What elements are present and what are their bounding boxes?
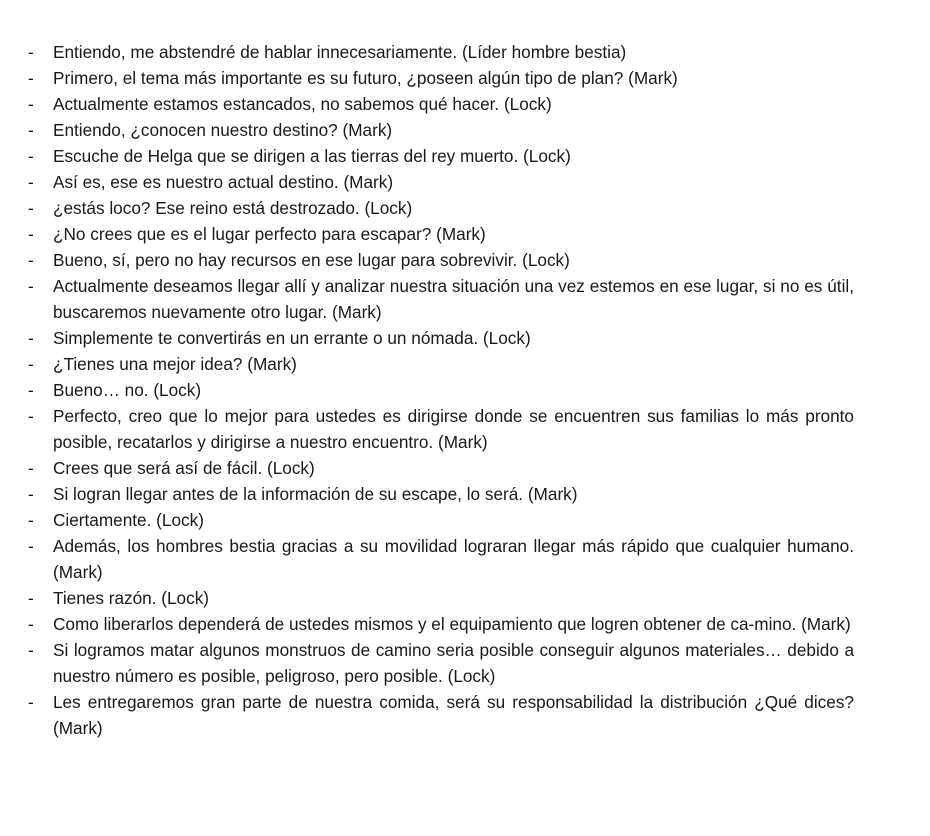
dialogue-line bbox=[28, 637, 854, 689]
dialogue-line bbox=[28, 481, 854, 507]
bullet-dash: - bbox=[28, 224, 34, 244]
line-text: Además, los hombres bestia gracias a su movilidad lograran llegar más rápido que cualquier humano. (Mark) bbox=[53, 536, 854, 582]
line-text: Les entregaremos gran parte de nuestra comida, será su responsabilidad la distribución ¿Qué dices? (Mark) bbox=[53, 692, 854, 738]
line-text: ¿estás loco? Ese reino está destrozado. (Lock) bbox=[53, 198, 413, 218]
dialogue-line bbox=[28, 91, 854, 117]
bullet-dash: - bbox=[28, 146, 34, 166]
line-text: Primero, el tema más importante es su futuro, ¿poseen algún tipo de plan? (Mark) bbox=[53, 68, 678, 88]
bullet-dash: - bbox=[28, 68, 34, 88]
line-text: Crees que será así de fácil. (Lock) bbox=[53, 458, 315, 478]
dialogue-line bbox=[28, 377, 854, 403]
dialogue-line bbox=[28, 117, 854, 143]
bullet-dash: - bbox=[28, 406, 34, 426]
line-text: Tienes razón. (Lock) bbox=[53, 588, 210, 608]
line-text: Simplemente te convertirás en un errante o un nómada. (Lock) bbox=[53, 328, 531, 348]
line-text: ¿No crees que es el lugar perfecto para escapar? (Mark) bbox=[53, 224, 486, 244]
dialogue-line bbox=[28, 533, 854, 585]
dialogue-line bbox=[28, 247, 854, 273]
dialogue-line bbox=[28, 143, 854, 169]
bullet-dash: - bbox=[28, 276, 34, 296]
bullet-dash: - bbox=[28, 42, 34, 62]
bullet-dash: - bbox=[28, 120, 34, 140]
dialogue-line bbox=[28, 195, 854, 221]
line-text: Actualmente estamos estancados, no sabemos qué hacer. (Lock) bbox=[53, 94, 552, 114]
line-text: Como liberarlos dependerá de ustedes mismos y el equipamiento que logren obtener de ca-mino. (Mark) bbox=[53, 614, 851, 634]
bullet-dash: - bbox=[28, 614, 34, 634]
line-text: Actualmente deseamos llegar allí y analizar nuestra situación una vez estemos en ese lugar, si no es útil, buscaremos nuevamente otro lugar. (Mark) bbox=[53, 276, 854, 322]
dialogue-line bbox=[28, 65, 854, 91]
line-text: Ciertamente. (Lock) bbox=[53, 510, 204, 530]
dialogue-line bbox=[28, 273, 854, 325]
bullet-dash: - bbox=[28, 172, 34, 192]
bullet-dash: - bbox=[28, 510, 34, 530]
dialogue-line bbox=[28, 39, 854, 65]
dialogue-line bbox=[28, 169, 854, 195]
line-text: Escuche de Helga que se dirigen a las tierras del rey muerto. (Lock) bbox=[53, 146, 571, 166]
line-text: Bueno… no. (Lock) bbox=[53, 380, 202, 400]
dialogue-line bbox=[28, 221, 854, 247]
bullet-dash: - bbox=[28, 640, 34, 660]
bullet-dash: - bbox=[28, 692, 34, 712]
line-text: ¿Tienes una mejor idea? (Mark) bbox=[53, 354, 297, 374]
dialogue-line bbox=[28, 403, 854, 455]
line-text: Así es, ese es nuestro actual destino. (Mark) bbox=[53, 172, 394, 192]
bullet-dash: - bbox=[28, 536, 34, 556]
bullet-dash: - bbox=[28, 588, 34, 608]
dialogue-line bbox=[28, 455, 854, 481]
line-text: Bueno, sí, pero no hay recursos en ese lugar para sobrevivir. (Lock) bbox=[53, 250, 570, 270]
bullet-dash: - bbox=[28, 458, 34, 478]
line-text: Si logran llegar antes de la información de su escape, lo será. (Mark) bbox=[53, 484, 578, 504]
dialogue-line bbox=[28, 507, 854, 533]
dialogue-line bbox=[28, 351, 854, 377]
bullet-dash: - bbox=[28, 354, 34, 374]
dialogue-line bbox=[28, 585, 854, 611]
dialogue-line bbox=[28, 689, 854, 741]
dialogue-list bbox=[28, 39, 854, 741]
bullet-dash: - bbox=[28, 380, 34, 400]
bullet-dash: - bbox=[28, 328, 34, 348]
bullet-dash: - bbox=[28, 198, 34, 218]
line-text: Si logramos matar algunos monstruos de camino seria posible conseguir algunos materiales… debido a nuestro número es posible, peligroso, pero posible. (Lock) bbox=[53, 640, 854, 686]
line-text: Entiendo, ¿conocen nuestro destino? (Mark) bbox=[53, 120, 393, 140]
dialogue-line bbox=[28, 611, 854, 637]
bullet-dash: - bbox=[28, 94, 34, 114]
line-text: Perfecto, creo que lo mejor para ustedes es dirigirse donde se encuentren sus familias lo más pronto posible, recatarlos y dirigirse a nuestro encuentro. (Mark) bbox=[53, 406, 854, 452]
line-text: Entiendo, me abstendré de hablar innecesariamente. (Líder hombre bestia) bbox=[53, 42, 627, 62]
dialogue-line bbox=[28, 325, 854, 351]
bullet-dash: - bbox=[28, 250, 34, 270]
bullet-dash: - bbox=[28, 484, 34, 504]
